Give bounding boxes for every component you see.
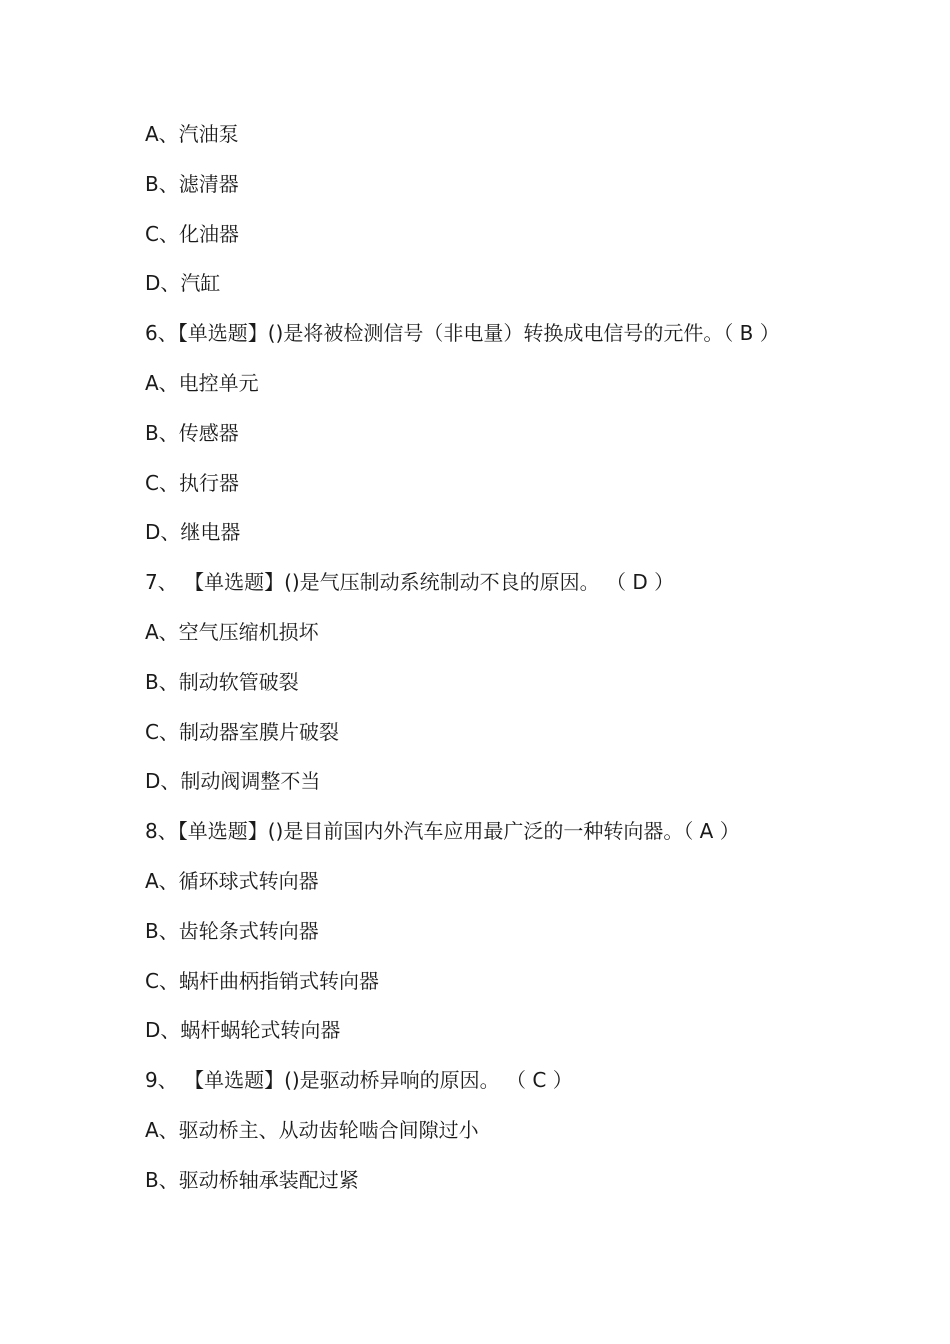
option-c-q7: C、制动器室膜片破裂 — [145, 719, 339, 744]
question-list — [145, 110, 845, 1206]
option-b-q5: B、滤清器 — [145, 171, 239, 196]
question-7: 7、 【单选题】()是气压制动系统制动不良的原因。 （ D ） — [145, 570, 675, 595]
question-9: 9、 【单选题】()是驱动桥异响的原因。 （ C ） — [145, 1068, 573, 1093]
option-d-q7: D、制动阀调整不当 — [145, 769, 321, 794]
question-6: 6、【单选题】()是将被检测信号（非电量）转换成电信号的元件。（ B ） — [145, 321, 780, 346]
option-a-q7: A、空气压缩机损坏 — [145, 619, 319, 644]
question-8: 8、【单选题】()是目前国内外汽车应用最广泛的一种转向器。（ A ） — [145, 819, 740, 844]
option-b-q8: B、齿轮条式转向器 — [145, 918, 319, 943]
option-a-q5: A、汽油泵 — [145, 122, 239, 146]
option-d-q8: D、蜗杆蜗轮式转向器 — [145, 1018, 341, 1043]
option-c-q5: C、化油器 — [145, 221, 239, 246]
option-b-q9: B、驱动桥轴承装配过紧 — [145, 1167, 359, 1192]
option-a-q8: A、循环球式转向器 — [145, 868, 319, 893]
option-d-q5: D、汽缸 — [145, 271, 221, 296]
option-b-q7: B、制动软管破裂 — [145, 669, 299, 694]
option-c-q8: C、蜗杆曲柄指销式转向器 — [145, 968, 379, 993]
option-c-q6: C、执行器 — [145, 470, 239, 495]
option-b-q6: B、传感器 — [145, 420, 239, 445]
option-d-q6: D、继电器 — [145, 520, 241, 545]
option-a-q9: A、驱动桥主、从动齿轮啮合间隙过小 — [145, 1117, 479, 1142]
option-a-q6: A、电控单元 — [145, 370, 259, 395]
